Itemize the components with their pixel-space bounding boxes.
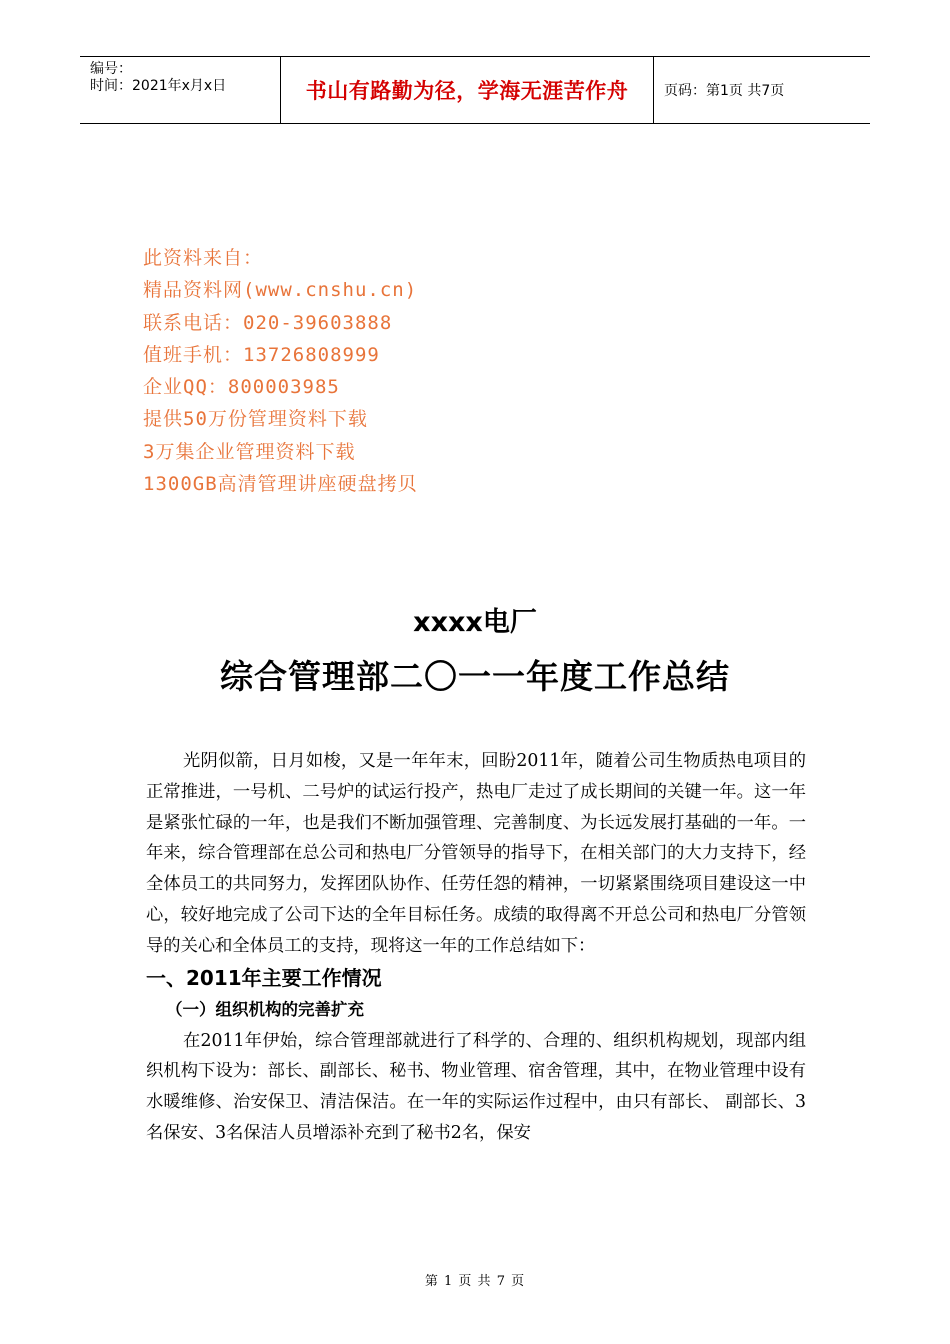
source-line: 企业QQ：800003985 <box>143 376 340 399</box>
source-info-block <box>143 242 418 500</box>
page-footer: 第 1 页 共 7 页 <box>424 1274 526 1289</box>
page-header <box>80 56 870 124</box>
subsection-heading: （一）组织机构的完善扩充 <box>166 999 364 1019</box>
document-title-line2: 综合管理部二〇一一年度工作总结 <box>220 657 730 696</box>
number-label: 编号： <box>90 61 132 77</box>
source-line: 此资料来自： <box>143 247 264 269</box>
source-line: 精品资料网(www.cnshu.cn) <box>143 279 418 302</box>
source-line: 值班手机：13726808999 <box>143 343 380 366</box>
header-page-label: 页码：第1页 共7页 <box>664 83 785 99</box>
date-label: 时间：2021年x月x日 <box>90 78 227 94</box>
source-line: 提供50万份管理资料下载 <box>143 408 368 431</box>
section-heading: 一、2011年主要工作情况 <box>146 965 382 990</box>
document-body <box>146 746 806 1149</box>
source-line: 3万集企业管理资料下载 <box>143 440 356 463</box>
source-line: 1300GB高清管理讲座硬盘拷贝 <box>143 473 418 496</box>
document-title-line1: xxxx电厂 <box>413 607 537 638</box>
source-line: 联系电话：020-39603888 <box>143 311 393 334</box>
header-motto: 书山有路勤为径，学海无涯苦作舟 <box>281 57 654 123</box>
subsection-paragraph: 在2011年伊始，综合管理部就进行了科学的、合理的、组织机构规划，现部内组织机构下设为：部长、副部长、秘书、物业管理、宿舍管理，其中，在物业管理中设有水暖维修、治安保卫、清洁保洁。在一年的实际运作过程中，由只有部长、 副部长、3名保安、3名保洁人员增添补充到了秘书2名，保安 <box>146 1030 806 1143</box>
header-meta <box>80 57 281 123</box>
intro-paragraph: 光阴似箭，日月如梭，又是一年年末，回盼2011年，随着公司生物质热电项目的正常推进，一号机、二号炉的试运行投产，热电厂走过了成长期间的关键一年。这一年是紧张忙碌的一年，也是我们不断加强管理、完善制度、为长远发展打基础的一年。一年来，综合管理部在总公司和热电厂分管领导的指导下，在相关部门的大力支持下，经全体员工的共同努力，发挥团队协作、任劳任怨的精神，一切紧紧围绕项目建设这一中心，较好地完成了公司下达的全年目标任务。成绩的取得离不开总公司和热电厂分管领导的关心和全体员工的支持，现将这一年的工作总结如下： <box>146 751 806 956</box>
